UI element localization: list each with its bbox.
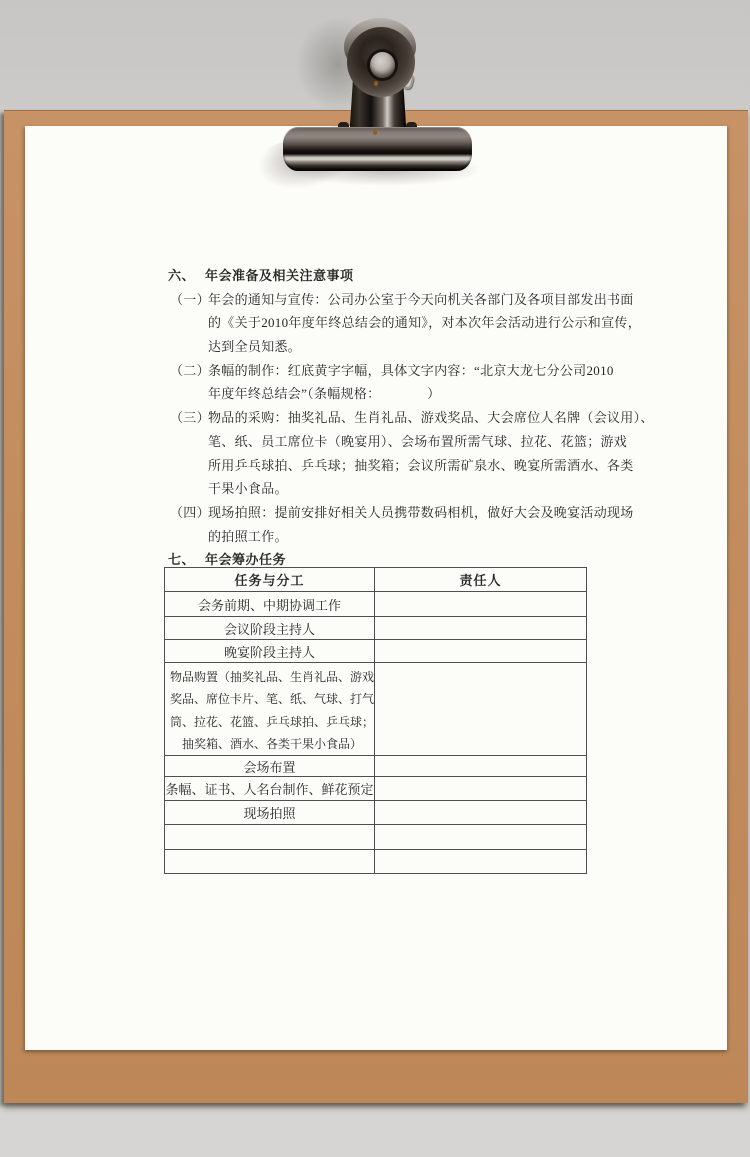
table-header-row [165,568,586,591]
table-row [165,591,586,616]
table-row-empty [165,849,586,873]
task-cell [165,850,375,873]
item-1-line-3: 达到全员知悉。 [208,339,302,355]
item-2-label: （二） [170,362,210,378]
table-row [165,800,586,824]
item-4-text: 现场拍照：提前安排好相关人员携带数码相机，做好大会及晚宴活动现场 [208,504,634,520]
item-1-label: （一） [170,291,210,307]
item-4-label: （四） [170,504,210,520]
table-row [165,639,586,662]
owner-cell [375,850,586,873]
task-cell [165,825,375,849]
clip-glint [374,81,378,86]
task-line: 奖品、席位卡片、笔、纸、气球、打气 [170,692,375,707]
item-4-line-2: 的拍照工作。 [208,528,288,544]
item-3-text: 物品的采购：抽奖礼品、生肖礼品、游戏奖品、大会席位人名牌（会议用）、 [208,410,654,426]
item-2-text: 条幅的制作：红底黄字字幅，具体文字内容：“北京大龙七分公司2010 [208,362,614,378]
task-cell: 现场拍照 [165,801,375,824]
clip-roller-hole [370,52,395,78]
owner-cell [375,777,586,800]
item-4-line-1 [168,501,634,525]
item-1-line-2: 的《关于2010年度年终总结会的通知》，对本次年会活动进行公示和宣传， [208,315,642,331]
document-page [25,126,727,1050]
section-6-number: 六、 [168,268,196,283]
item-1-line-1 [168,288,634,312]
section-7-title: 年会筹办任务 [205,552,287,568]
table-row [165,755,586,776]
clip-glint [373,130,377,135]
owner-cell [375,617,586,639]
task-cell: 会务前期、中期协调工作 [165,592,375,616]
table-row [165,776,586,800]
section-6-title: 年会准备及相关注意事项 [205,268,354,283]
task-table [164,567,587,874]
item-3-line-1 [168,406,654,430]
owner-cell [375,592,586,616]
table-header-owner: 责任人 [459,573,502,588]
binder-clip-jaw [283,127,472,171]
section-6-heading [168,264,608,288]
item-3-label: （三） [170,410,210,426]
item-2-line-2: 年度年终总结会”（条幅规格： ） [208,386,441,402]
item-3-line-3: 所用乒乓球拍、乒乓球；抽奖箱；会议所需矿泉水、晚宴所需酒水、各类 [208,457,634,473]
table-header-task: 任务与分工 [165,568,375,591]
task-line: 物品购置（抽奖礼品、生肖礼品、游戏 [170,670,375,684]
task-cell: 会议阶段主持人 [165,617,375,639]
task-line: 筒、拉花、花篮、乒乓球拍、乒乓球； [170,714,375,729]
section-7-number: 七、 [168,552,196,568]
owner-cell [375,640,586,662]
item-3-line-2: 笔、纸、员工席位卡（晚宴用）、会场布置所需气球、拉花、花篮；游戏 [208,433,628,449]
table-row [165,616,586,639]
document-body [168,264,654,572]
item-3-line-4: 干果小食品。 [208,481,288,497]
table-row [165,662,586,755]
task-cell: 会场布置 [165,756,375,776]
owner-cell [375,801,586,824]
owner-cell [375,825,586,849]
item-1-text: 年会的通知与宣传：公司办公室于今天向机关各部门及各项目部发出书面 [208,291,634,307]
owner-cell [375,756,586,776]
task-cell: 晚宴阶段主持人 [165,640,375,662]
task-cell [165,663,375,755]
task-line: 抽奖箱、酒水、各类干果小食品） [170,737,363,752]
owner-cell [375,663,586,755]
task-cell: 条幅、证书、人名台制作、鲜花预定 [165,777,375,800]
table-row-empty [165,824,586,849]
item-2-line-1 [168,359,614,383]
